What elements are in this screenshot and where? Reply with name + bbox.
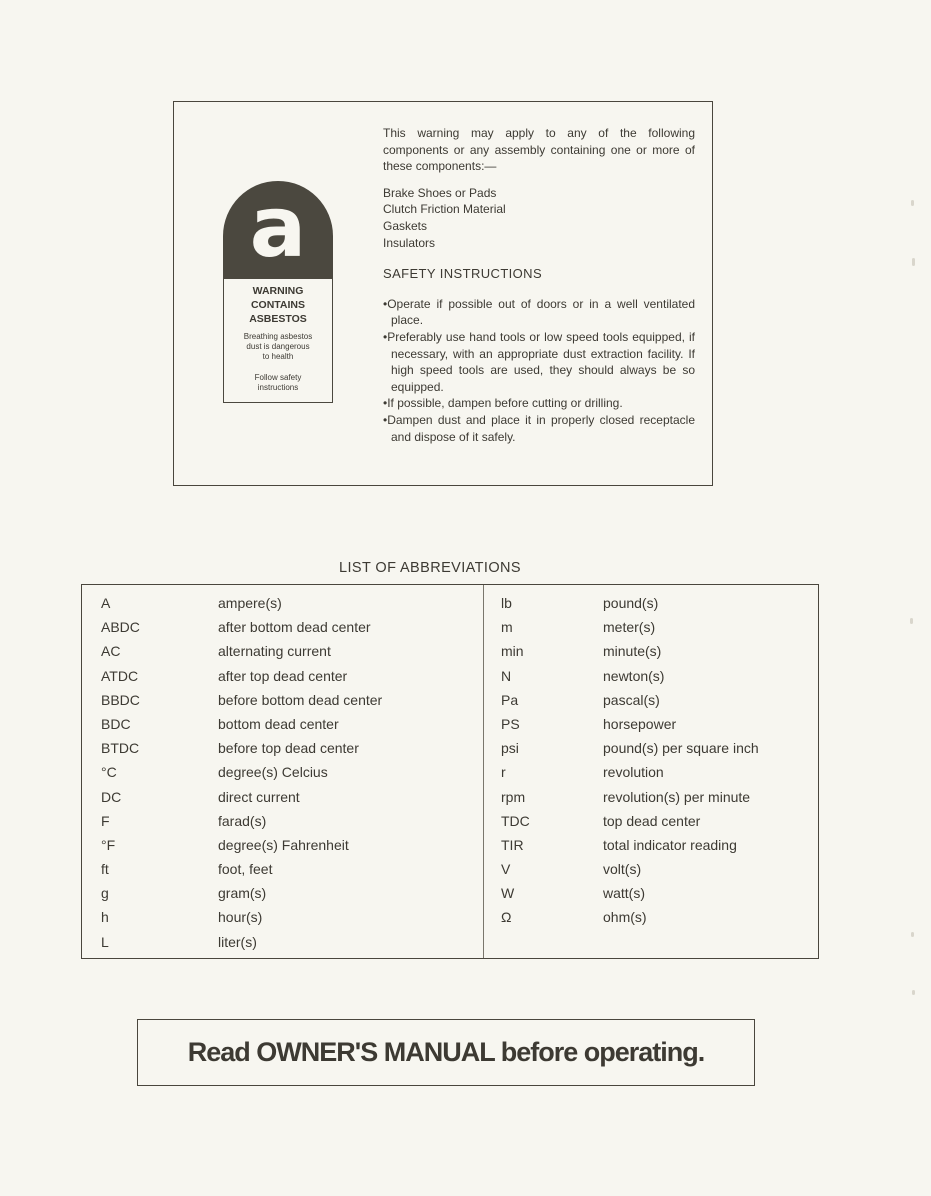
abbreviation-code: L — [101, 933, 109, 950]
asbestos-warning-box — [173, 101, 713, 486]
abbreviation-code: °C — [101, 764, 117, 781]
abbreviation-code: N — [501, 667, 512, 684]
abbreviation-meaning: total indicator reading — [603, 836, 737, 853]
safety-instructions-title: SAFETY INSTRUCTIONS — [383, 266, 543, 282]
component-list — [383, 185, 695, 251]
abbreviation-code: psi — [501, 740, 519, 757]
abbreviation-meaning: watt(s) — [603, 885, 645, 902]
abbreviation-meaning: gram(s) — [218, 885, 267, 902]
abbreviation-meaning: horsepower — [603, 715, 677, 732]
safety-bullet-list — [383, 296, 695, 445]
abbreviations-title: LIST OF ABBREVIATIONS — [339, 560, 521, 576]
abbreviation-meaning: farad(s) — [218, 812, 267, 829]
safety-bullet: •Preferably use hand tools or low speed tools equipped, if necessary, with an appropriate dust extraction facility. If high speed tools are used, they should always be so equipped. — [383, 329, 695, 394]
asbestos-label-text: Breathing asbestos dust is dangerous to health — [243, 332, 313, 361]
component-item: Gaskets — [383, 218, 428, 233]
column-divider — [483, 585, 484, 958]
abbreviation-code: BBDC — [101, 691, 140, 708]
abbreviation-meaning: after top dead center — [218, 667, 348, 684]
abbreviation-code: Ω — [501, 909, 512, 926]
abbreviation-meaning: before top dead center — [218, 740, 359, 757]
abbreviation-meaning: top dead center — [603, 812, 701, 829]
abbreviation-meaning: volt(s) — [603, 861, 642, 878]
asbestos-warning-label — [223, 178, 333, 403]
edge-mark — [912, 990, 915, 995]
abbreviation-meaning: liter(s) — [218, 933, 257, 950]
abbreviation-meaning: revolution — [603, 764, 664, 781]
abbreviation-meaning: direct current — [218, 788, 300, 805]
abbreviation-code: DC — [101, 788, 122, 805]
abbreviation-code: TDC — [501, 812, 530, 829]
abbreviation-code: min — [501, 643, 524, 660]
abbreviation-meaning: meter(s) — [603, 619, 656, 636]
abbreviation-meaning: newton(s) — [603, 667, 665, 684]
read-manual-banner — [137, 1019, 755, 1086]
abbreviation-meaning: foot, feet — [218, 861, 273, 878]
abbreviation-code: Pa — [501, 691, 519, 708]
abbreviation-code: ABDC — [101, 619, 140, 636]
abbreviation-meaning: hour(s) — [218, 909, 263, 926]
abbreviation-code: rpm — [501, 788, 526, 805]
abbreviation-code: lb — [501, 595, 512, 611]
component-item: Insulators — [383, 235, 436, 250]
abbreviation-meaning: pascal(s) — [603, 691, 660, 708]
safety-bullet: •Operate if possible out of doors or in a well ventilated place. — [383, 296, 695, 328]
warning-text — [383, 125, 695, 445]
abbreviation-code: ft — [101, 861, 109, 878]
asbestos-label-body — [223, 277, 333, 403]
abbreviation-code: BTDC — [101, 740, 140, 757]
abbreviation-code: W — [501, 885, 515, 902]
abbreviation-meaning: degree(s) Celcius — [218, 764, 328, 781]
abbreviation-code: TIR — [501, 836, 524, 853]
warning-intro: This warning may apply to any of the following components or any assembly containing one or more of these components:— — [383, 126, 695, 174]
safety-bullet: •If possible, dampen before cutting or drilling. — [383, 396, 623, 411]
abbreviation-meaning: before bottom dead center — [218, 691, 383, 708]
abbreviation-code: g — [101, 885, 109, 902]
abbreviation-code: AC — [101, 643, 121, 660]
component-item: Brake Shoes or Pads — [383, 185, 497, 200]
abbreviation-meaning: pound(s) per square inch — [603, 740, 759, 757]
abbreviation-code: F — [101, 812, 110, 829]
abbreviation-code: °F — [101, 836, 116, 853]
abbreviation-meaning: alternating current — [218, 643, 331, 660]
edge-mark — [911, 200, 914, 206]
abbreviation-meaning: after bottom dead center — [218, 619, 371, 636]
edge-mark — [911, 932, 914, 937]
abbreviation-meaning: minute(s) — [603, 643, 662, 660]
edge-mark — [912, 258, 915, 266]
safety-bullet: •Dampen dust and place it in properly closed receptacle and dispose of it safely. — [383, 412, 695, 444]
abbreviation-meaning: pound(s) — [603, 595, 659, 611]
read-manual-text: Read OWNER'S MANUAL before operating. — [187, 1037, 705, 1067]
asbestos-label-follow: Follow safety instructions — [254, 373, 302, 392]
asbestos-a-symbol: a — [249, 178, 307, 276]
asbestos-label-dome — [223, 178, 333, 279]
abbreviation-meaning: ohm(s) — [603, 909, 647, 926]
abbreviations-table — [81, 584, 819, 959]
abbreviation-meaning: degree(s) Fahrenheit — [218, 836, 349, 853]
abbreviation-code: A — [101, 595, 111, 611]
asbestos-label-title: WARNING CONTAINS ASBESTOS — [249, 285, 307, 325]
abbreviation-code: h — [101, 909, 109, 926]
abbreviation-code: V — [501, 861, 511, 878]
edge-mark — [910, 618, 913, 624]
abbreviation-code: m — [501, 619, 513, 636]
abbreviation-code: BDC — [101, 715, 131, 732]
abbreviation-code: r — [501, 764, 506, 781]
abbreviation-meaning: ampere(s) — [218, 595, 282, 611]
abbreviation-meaning: bottom dead center — [218, 715, 339, 732]
abbreviation-meaning: revolution(s) per minute — [603, 788, 751, 805]
component-item: Clutch Friction Material — [383, 202, 506, 217]
abbreviation-code: ATDC — [101, 667, 139, 684]
abbreviation-code: PS — [501, 715, 520, 732]
